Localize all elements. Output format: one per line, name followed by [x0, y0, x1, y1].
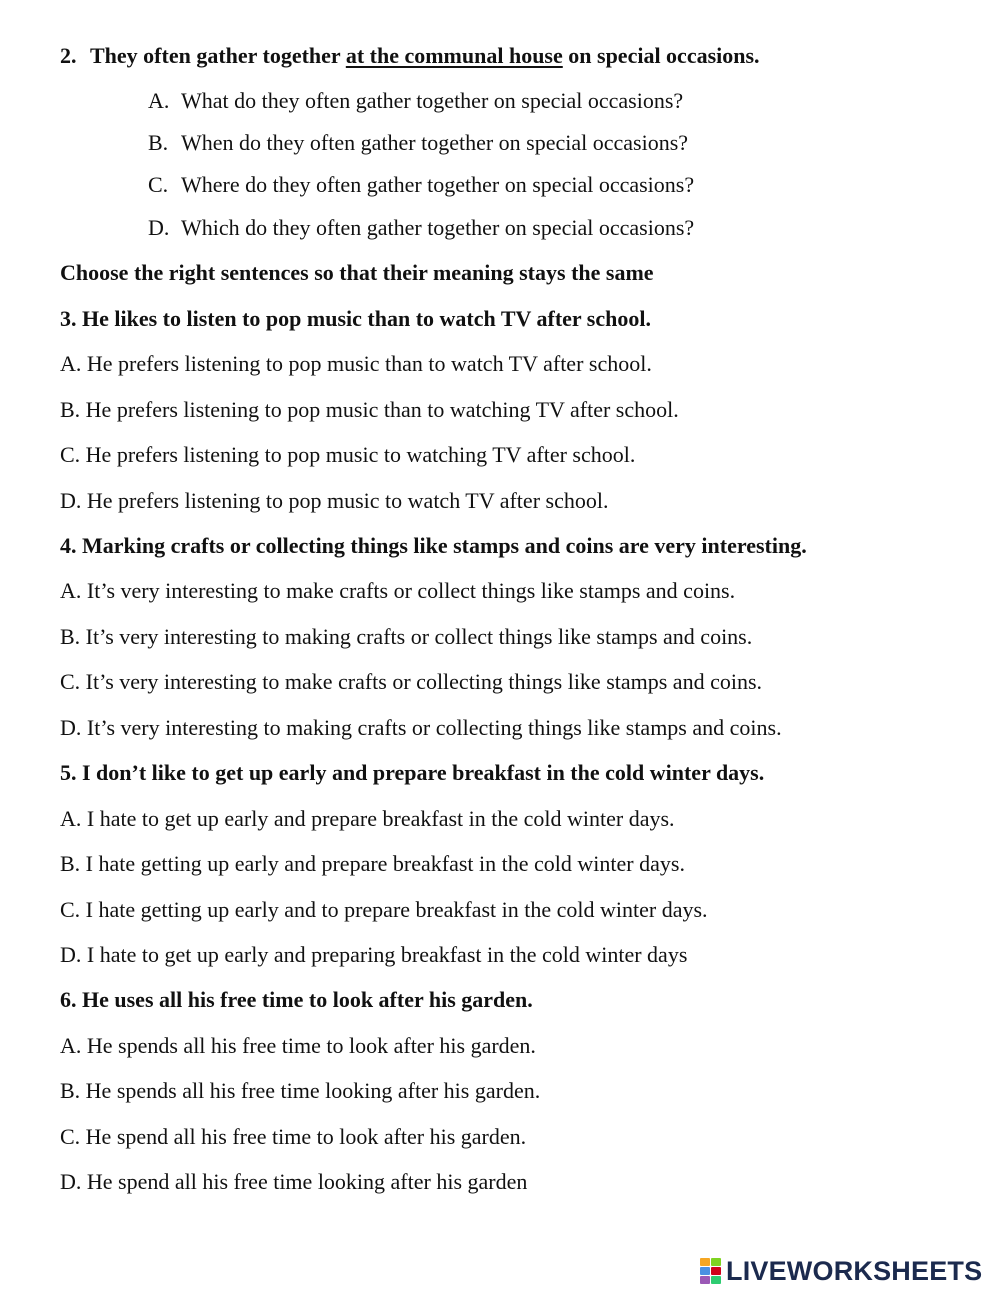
- option-letter: C.: [148, 172, 169, 197]
- question-4-option-b[interactable]: B. It’s very interesting to making crafts or collect things like stamps and coins.: [60, 624, 753, 649]
- liveworksheets-logo[interactable]: [700, 1256, 982, 1286]
- question-number: 2.: [60, 43, 77, 68]
- question-6-option-c[interactable]: C. He spend all his free time to look after his garden.: [60, 1124, 527, 1149]
- stem-text-after: on special occasions.: [562, 43, 760, 68]
- option-letter: B.: [148, 130, 169, 155]
- question-5-stem: 5. I don’t like to get up early and prepare breakfast in the cold winter days.: [60, 760, 765, 785]
- logo-block-icon: [711, 1258, 721, 1266]
- question-4-option-a[interactable]: A. It’s very interesting to make crafts or collect things like stamps and coins.: [60, 578, 736, 603]
- question-3-option-b[interactable]: B. He prefers listening to pop music than to watching TV after school.: [60, 397, 679, 422]
- liveworksheets-logo-icon: [700, 1258, 722, 1284]
- question-5-option-a[interactable]: A. I hate to get up early and prepare breakfast in the cold winter days.: [60, 806, 675, 831]
- option-text: Where do they often gather together on special occasions?: [181, 172, 695, 197]
- question-2-option-d[interactable]: [148, 215, 694, 241]
- question-2-stem: [60, 43, 760, 69]
- stem-text-before: They often gather together: [90, 43, 346, 68]
- section-instruction: Choose the right sentences so that their meaning stays the same: [60, 260, 654, 285]
- question-4-stem: 4. Marking crafts or collecting things like stamps and coins are very interesting.: [60, 533, 807, 558]
- question-2-option-a[interactable]: [148, 88, 683, 114]
- question-6-option-d[interactable]: D. He spend all his free time looking after his garden: [60, 1169, 528, 1194]
- option-letter: A.: [148, 88, 170, 113]
- question-5-option-b[interactable]: B. I hate getting up early and prepare breakfast in the cold winter days.: [60, 851, 685, 876]
- question-3-stem: 3. He likes to listen to pop music than to watch TV after school.: [60, 306, 651, 331]
- option-text: Which do they often gather together on special occasions?: [181, 215, 695, 240]
- question-6-option-a[interactable]: A. He spends all his free time to look after his garden.: [60, 1033, 536, 1058]
- option-text: When do they often gather together on special occasions?: [181, 130, 689, 155]
- question-5-option-c[interactable]: C. I hate getting up early and to prepare breakfast in the cold winter days.: [60, 897, 708, 922]
- logo-block-icon: [700, 1276, 710, 1284]
- question-3-option-d[interactable]: D. He prefers listening to pop music to watch TV after school.: [60, 488, 609, 513]
- logo-block-icon: [700, 1258, 710, 1266]
- logo-block-icon: [700, 1267, 710, 1275]
- question-3-option-a[interactable]: A. He prefers listening to pop music than to watch TV after school.: [60, 351, 652, 376]
- logo-block-icon: [711, 1267, 721, 1275]
- question-4-option-c[interactable]: C. It’s very interesting to make crafts or collecting things like stamps and coins.: [60, 669, 763, 694]
- question-4-option-d[interactable]: D. It’s very interesting to making crafts or collecting things like stamps and coins.: [60, 715, 782, 740]
- logo-text: LIVEWORKSHEETS: [726, 1256, 983, 1286]
- underlined-phrase: at the communal house: [345, 43, 563, 68]
- question-5-option-d[interactable]: D. I hate to get up early and preparing breakfast in the cold winter days: [60, 942, 688, 967]
- question-6-stem: 6. He uses all his free time to look after his garden.: [60, 987, 533, 1012]
- question-6-option-b[interactable]: B. He spends all his free time looking after his garden.: [60, 1078, 541, 1103]
- question-3-option-c[interactable]: C. He prefers listening to pop music to watching TV after school.: [60, 442, 636, 467]
- question-2-option-c[interactable]: [148, 172, 694, 198]
- logo-block-icon: [711, 1276, 721, 1284]
- option-text: What do they often gather together on special occasions?: [181, 88, 684, 113]
- option-letter: D.: [148, 215, 170, 240]
- question-2-option-b[interactable]: [148, 130, 688, 156]
